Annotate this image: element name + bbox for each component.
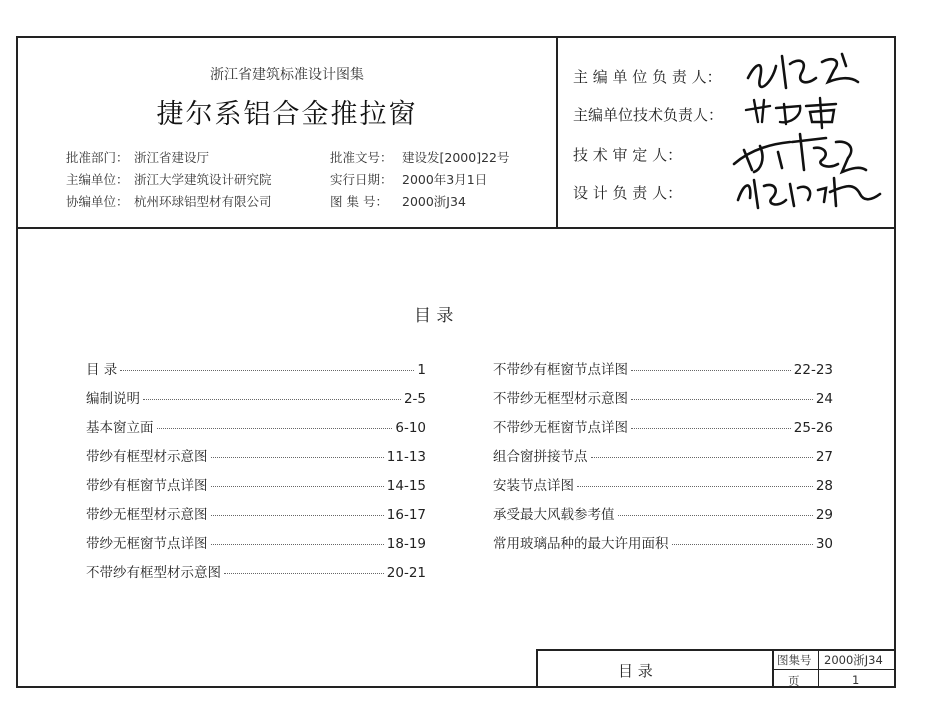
toc-leader-dots: [120, 370, 414, 371]
toc-entry-page: 25-26: [793, 420, 833, 436]
toc-entry: [86, 387, 426, 407]
design-lead-label: 设 计 负 责 人：: [573, 184, 683, 202]
co-unit: 杭州环球铝型材有限公司: [134, 194, 272, 209]
toc-leader-dots: [224, 573, 384, 574]
toc-leader-dots: [157, 428, 393, 429]
chief-unit-tech-head-label: 主编单位技术负责人：: [573, 106, 724, 124]
title-block-top: [536, 649, 894, 651]
co-unit-label: 协编单位：: [66, 194, 129, 209]
toc-entry-page: 22-23: [793, 362, 833, 378]
toc-entry-label: 带纱无框型材示意图: [86, 507, 208, 523]
toc-entry-label: 安装节点详图: [493, 478, 574, 494]
toc-entry: [86, 416, 426, 436]
toc-leader-dots: [211, 457, 384, 458]
chief-unit-label: 主编单位：: [66, 172, 129, 187]
toc-entry-label: 带纱有框窗节点详图: [86, 478, 208, 494]
title-block-page-value: 1: [852, 673, 860, 687]
toc-heading: 目 录: [414, 306, 454, 326]
approval-dept: 浙江省建设厅: [134, 150, 210, 165]
signature-chief-unit-tech-head: [740, 94, 870, 130]
signature-design-lead: [734, 170, 884, 214]
atlas-series: 浙江省建筑标准设计图集: [210, 67, 364, 83]
toc-entry-label: 不带纱无框窗节点详图: [493, 420, 628, 436]
title-block-mid: [772, 669, 894, 670]
toc-entry-page: 30: [815, 536, 833, 552]
toc-entry-page: 14-15: [386, 478, 426, 494]
approval-dept-label: 批准部门：: [66, 150, 129, 165]
toc-entry-label: 不带纱无框型材示意图: [493, 391, 628, 407]
toc-leader-dots: [143, 399, 401, 400]
toc-leader-dots: [591, 457, 813, 458]
header-divider: [18, 227, 894, 229]
toc-entry-label: 组合窗拼接节点: [493, 449, 588, 465]
toc-entry-label: 常用玻璃品种的最大许用面积: [493, 536, 669, 552]
toc-entry-page: 27: [815, 449, 833, 465]
toc-entry-page: 16-17: [386, 507, 426, 523]
toc-entry-page: 18-19: [386, 536, 426, 552]
header-column-divider: [556, 38, 558, 227]
effective-date-label: 实行日期：: [330, 172, 393, 187]
toc-leader-dots: [672, 544, 813, 545]
toc-entry: [493, 358, 833, 378]
toc-entry-label: 基本窗立面: [86, 420, 154, 436]
toc-leader-dots: [618, 515, 813, 516]
toc-entry-label: 承受最大风载参考值: [493, 507, 615, 523]
atlas-no: 2000浙J34: [402, 194, 466, 209]
page-title: 捷尔系铝合金推拉窗: [156, 99, 418, 130]
toc-entry: [86, 532, 426, 552]
approval-doc: 建设发[2000]22号: [402, 150, 510, 165]
title-block-atlas-value: 2000浙J34: [824, 653, 883, 667]
toc-entry: [493, 474, 833, 494]
toc-entry-page: 1: [417, 362, 426, 378]
toc-leader-dots: [211, 544, 384, 545]
sheet-border: [16, 36, 896, 688]
toc-leader-dots: [631, 399, 813, 400]
toc-entry: [86, 358, 426, 378]
toc-entry: [493, 503, 833, 523]
title-block-atlas-label: 图集号: [777, 653, 812, 667]
signature-chief-unit-head: [742, 48, 882, 94]
toc-leader-dots: [211, 515, 384, 516]
toc-entry: [86, 561, 426, 581]
toc-entry: [86, 474, 426, 494]
chief-unit-head-label: 主 编 单 位 负 责 人：: [573, 68, 722, 86]
approval-doc-label: 批准文号：: [330, 150, 393, 165]
atlas-no-label: 图 集 号：: [330, 194, 388, 209]
toc-leader-dots: [631, 370, 791, 371]
toc-leader-dots: [631, 428, 791, 429]
toc-entry: [86, 503, 426, 523]
toc-entry: [493, 387, 833, 407]
toc-entry-page: 29: [815, 507, 833, 523]
toc-entry-label: 编制说明: [86, 391, 140, 407]
toc-entry-label: 带纱无框窗节点详图: [86, 536, 208, 552]
toc-entry: [86, 445, 426, 465]
toc-entry: [493, 416, 833, 436]
toc-entry-page: 24: [815, 391, 833, 407]
toc-entry-page: 6-10: [395, 420, 426, 436]
toc-leader-dots: [577, 486, 813, 487]
technical-reviewer-label: 技 术 审 定 人：: [573, 146, 683, 164]
toc-entry-page: 20-21: [386, 565, 426, 581]
toc-leader-dots: [211, 486, 384, 487]
toc-entry: [493, 532, 833, 552]
chief-unit: 浙江大学建筑设计研究院: [134, 172, 272, 187]
toc-entry-label: 目 录: [86, 362, 118, 378]
toc-entry: [493, 445, 833, 465]
toc-entry-page: 11-13: [386, 449, 426, 465]
toc-entry-label: 不带纱有框窗节点详图: [493, 362, 628, 378]
title-block-sheet-title: 目 录: [618, 662, 653, 680]
toc-entry-page: 2-5: [403, 391, 426, 407]
toc-entry-page: 28: [815, 478, 833, 494]
effective-date: 2000年3月1日: [402, 172, 488, 187]
title-block-page-label: 页: [788, 674, 800, 688]
title-block-left: [536, 649, 538, 688]
toc-entry-label: 不带纱有框型材示意图: [86, 565, 221, 581]
toc-entry-label: 带纱有框型材示意图: [86, 449, 208, 465]
